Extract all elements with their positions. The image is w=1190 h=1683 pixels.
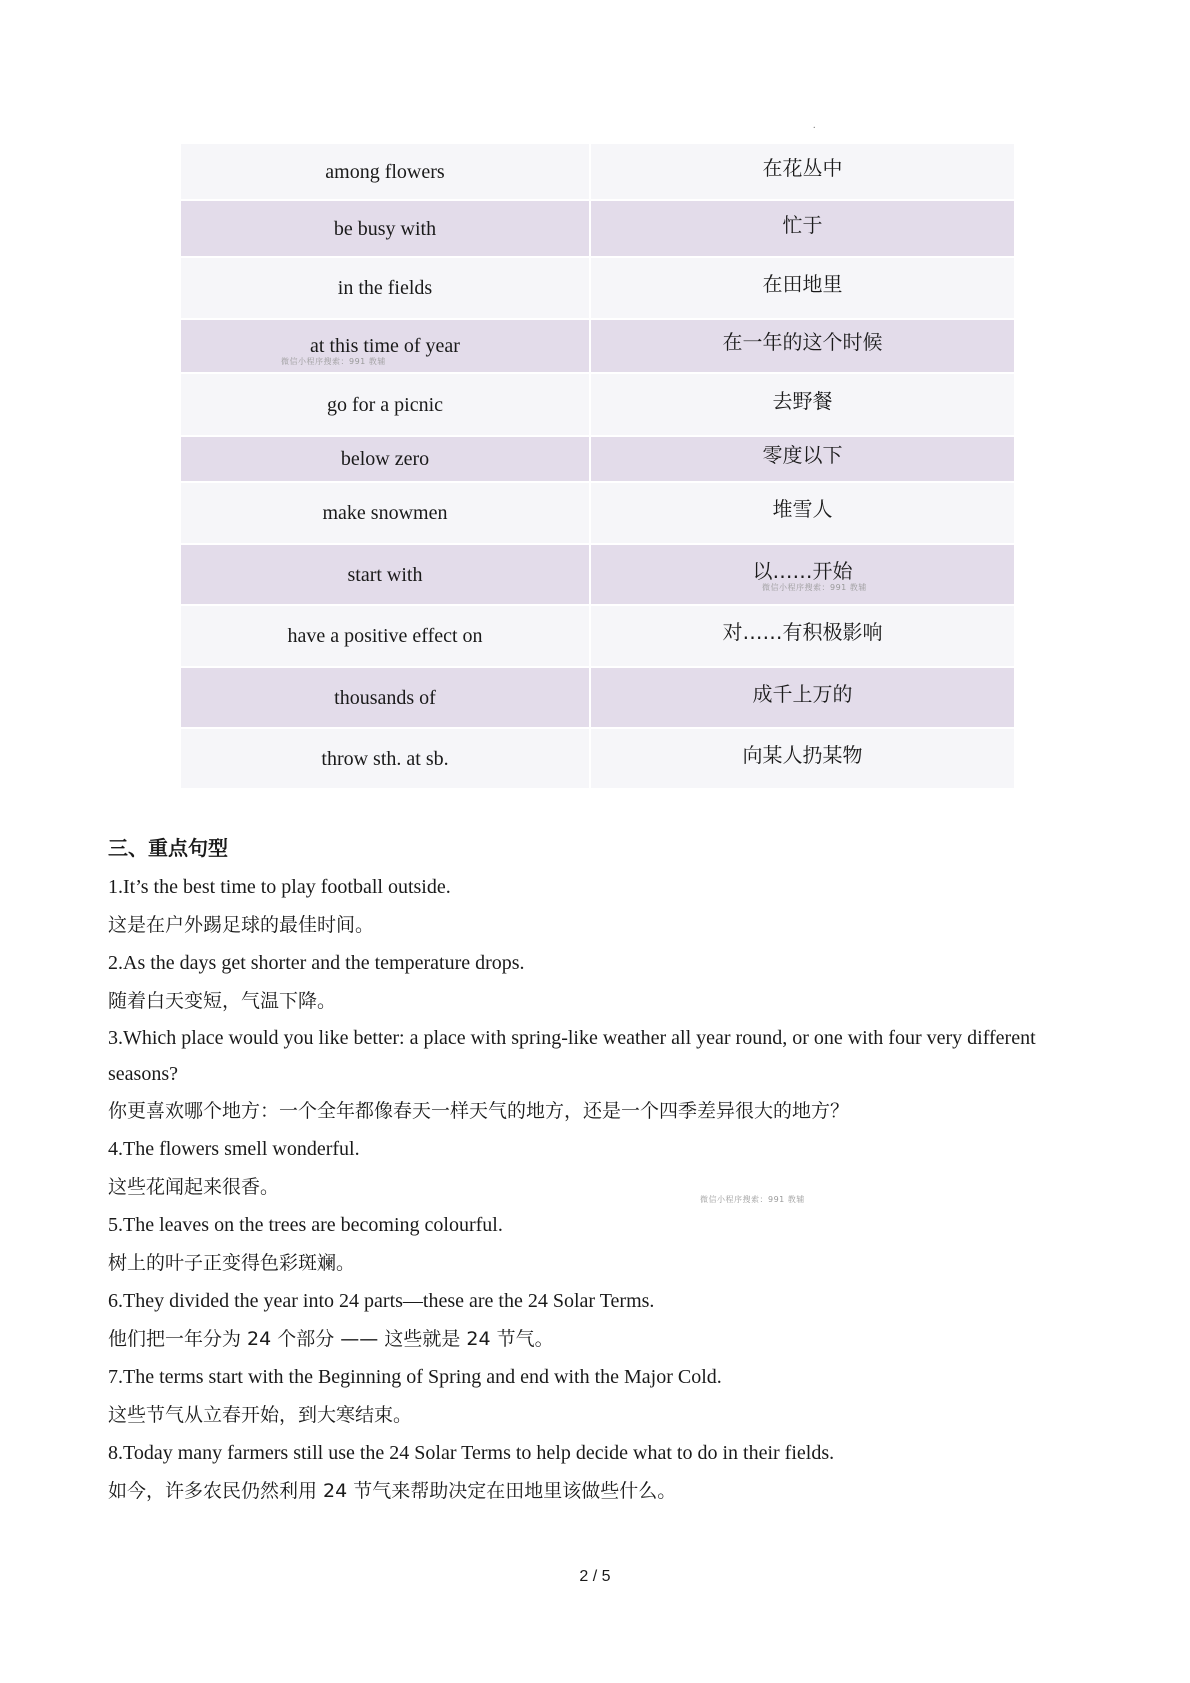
table-row [181,729,1014,790]
key-sentences [108,868,1098,1510]
phrase-english: thousands of [181,668,591,727]
sentence-chinese: 如今，许多农民仍然利用 24 节气来帮助决定在田地里该做些什么。 [108,1480,677,1502]
watermark: 微信小程序搜索：991 教辅 [700,1195,805,1204]
sentence-english: 1.It’s the best time to play football outside. [108,876,451,898]
sentence-english: 2.As the days get shorter and the temperature drops. [108,952,525,974]
phrase-chinese: 对……有积极影响 [722,620,883,644]
table-row [181,144,1014,201]
phrase-chinese: 堆雪人 [772,497,833,521]
sentence-chinese: 这些花闻起来很香。 [108,1176,280,1198]
sentence-chinese: 这是在户外踢足球的最佳时间。 [108,914,375,936]
sentence-english: 8.Today many farmers still use the 24 Solar Terms to help decide what to do in their fields. [108,1442,835,1464]
phrase-chinese: 零度以下 [762,443,843,467]
phrase-english: in the fields [181,258,591,318]
table-row [181,374,1014,437]
sentence-english: 3.Which place would you like better: a place with spring-like weather all year round, or one with four very different seasons? [108,1027,1036,1085]
page-number: 2 / 5 [579,1568,611,1585]
watermark: 微信小程序搜索：991 教辅 [762,583,867,592]
phrase-table [181,144,1014,790]
section-title: 三、重点句型 [108,836,228,860]
sentence-chinese: 随着白天变短，气温下降。 [108,990,337,1012]
table-row [181,437,1014,483]
sentence-english: 7.The terms start with the Beginning of Spring and end with the Major Cold. [108,1366,722,1388]
table-row [181,606,1014,668]
sentence-chinese: 树上的叶子正变得色彩斑斓。 [108,1252,356,1274]
phrase-english: be busy with [181,201,591,256]
phrase-english: at this time of year [181,320,591,372]
phrase-chinese: 去野餐 [772,388,833,413]
sentence-chinese: 这些节气从立春开始，到大寒结束。 [108,1404,413,1426]
sentence-english: 5.The leaves on the trees are becoming colourful. [108,1214,503,1236]
phrase-chinese: 向某人扔某物 [742,742,863,767]
watermark: 微信小程序搜索：991 教辅 [281,357,386,366]
table-row [181,668,1014,729]
sentence-english: 6.They divided the year into 24 parts—these are the 24 Solar Terms. [108,1290,655,1312]
phrase-chinese: 成千上万的 [752,681,853,706]
sentence-chinese: 他们把一年分为 24 个部分 —— 这些就是 24 节气。 [108,1328,554,1350]
phrase-english: below zero [181,437,591,481]
phrase-chinese: 忙于 [782,212,823,237]
table-row [181,483,1014,545]
top-mark: . [813,120,816,131]
table-row [181,545,1014,606]
phrase-english: go for a picnic [181,374,591,435]
phrase-english: make snowmen [181,483,591,543]
phrase-english: have a positive effect on [181,606,591,666]
phrase-english: start with [181,545,591,604]
table-row [181,201,1014,258]
table-row [181,258,1014,320]
sentence-chinese: 你更喜欢哪个地方：一个全年都像春天一样天气的地方，还是一个四季差异很大的地方？ [108,1100,850,1122]
phrase-english: among flowers [181,144,591,199]
sentence-english: 4.The flowers smell wonderful. [108,1138,360,1160]
phrase-chinese: 在花丛中 [762,155,843,180]
phrase-english: throw sth. at sb. [181,729,591,788]
phrase-chinese: 在田地里 [762,272,843,296]
phrase-chinese: 在一年的这个时候 [722,330,883,354]
phrase-chinese: 以……开始 [752,558,853,583]
